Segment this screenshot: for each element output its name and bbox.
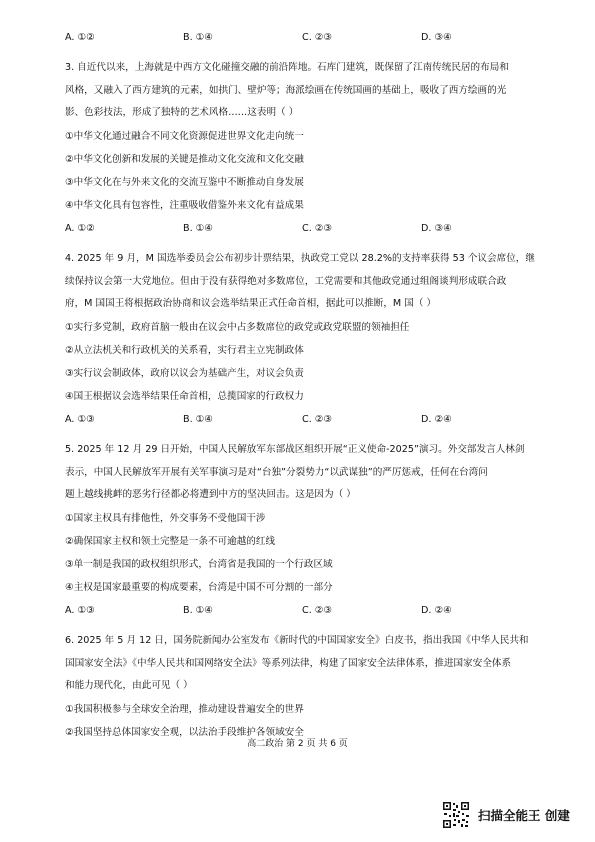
q5-item-2: ②确保国家主权和领土完整是一条不可逾越的红线 — [65, 536, 276, 547]
q4-stem-line-3: 府，M 国国王将根据政治协商和议会选举结果正式任命首相，据此可以推断，M 国（ ） — [65, 298, 437, 309]
q2-options — [65, 31, 537, 45]
q5-stem-line-1: 5. 2025 年 12 月 29 日开始，中国人民解放军东部战区组织开展“正义使命-2025”演习。外交部发言人林剑 — [65, 444, 525, 455]
q3-stem-line-1: 3. 自近代以来，上海就是中西方文化碰撞交融的前沿阵地。石库门建筑，既保留了江南传统民居的布局和 — [65, 62, 509, 73]
q4-options — [65, 413, 537, 427]
q3-option-b: B. ①④ — [183, 223, 213, 234]
q6-stem-line-1: 6. 2025 年 5 月 12 日，国务院新闻办公室发布《新时代的中国国家安全》白皮书，指出我国《中华人民共和 — [65, 635, 529, 646]
q5-option-d: D. ②④ — [421, 605, 452, 616]
q4-option-c: C. ②③ — [302, 414, 332, 425]
q4-stem-line-1: 4. 2025 年 9 月，M 国选举委员会公布初步计票结果，执政党工党以 28.2%的支持率获得 53 个议会席位，继 — [65, 253, 535, 264]
q5-item-3: ③单一制是我国的政权组织形式，台湾省是我国的一个行政区域 — [65, 559, 333, 570]
q3-item-2: ②中华文化创新和发展的关键是推动文化交流和文化交融 — [65, 154, 304, 165]
q2-option-a: A. ①② — [65, 32, 95, 43]
q3-item-1: ①中华文化通过融合不同文化资源促进世界文化走向统一 — [65, 131, 304, 142]
q5-options — [65, 604, 537, 618]
q4-item-1: ①实行多党制，政府首脑一般由在议会中占多数席位的政党或政党联盟的领袖担任 — [65, 322, 410, 333]
q5-item-4: ④主权是国家最重要的构成要素，台湾是中国不可分割的一部分 — [65, 582, 333, 593]
q3-option-a: A. ①② — [65, 223, 95, 234]
q5-item-1: ①国家主权具有排他性，外交事务不受他国干涉 — [65, 513, 266, 524]
watermark-text: 扫描全能王 创建 — [478, 808, 570, 823]
q5-stem-line-2: 表示，中国人民解放军开展有关军事演习是对“台独”分裂势力“以武谋独”的严厉惩戒，任何在台湾问 — [65, 467, 488, 478]
q3-option-d: D. ③④ — [421, 223, 452, 234]
q6-item-2: ②我国坚持总体国家安全观，以法治手段维护各领域安全 — [65, 727, 304, 738]
q3-option-c: C. ②③ — [302, 223, 332, 234]
q5-stem-line-3: 题上越线挑衅的恶劣行径都必将遭到中方的坚决回击。这是因为（ ） — [65, 489, 356, 500]
q3-stem-line-3: 影、色彩技法，形成了独特的艺术风格……这表明（ ） — [65, 107, 299, 118]
q3-item-3: ③中华文化在与外来文化的交流互鉴中不断推动自身发展 — [65, 177, 304, 188]
page-footer: 高二政治 第 2 页 共 6 页 — [247, 739, 348, 749]
q4-item-4: ④国王根据议会选举结果任命首相，总揽国家的行政权力 — [65, 391, 304, 402]
q6-item-1: ①我国积极参与全球安全治理，推动建设普遍安全的世界 — [65, 704, 304, 715]
q5-option-b: B. ①④ — [183, 605, 213, 616]
q2-option-c: C. ②③ — [302, 32, 332, 43]
q3-item-4: ④中华文化具有包容性，注重吸收借鉴外来文化有益成果 — [65, 200, 304, 211]
q6-stem-line-2: 国国家安全法》《中华人民共和国网络安全法》等系列法律，构建了国家安全法律体系，推进国家安全体系 — [65, 658, 512, 669]
q4-item-3: ③实行议会制政体，政府以议会为基础产生，对议会负责 — [65, 368, 304, 379]
q4-item-2: ②从立法机关和行政机关的关系看，实行君主立宪制政体 — [65, 345, 304, 356]
q2-option-b: B. ①④ — [183, 32, 213, 43]
scanner-watermark — [442, 801, 570, 829]
q4-option-b: B. ①④ — [183, 414, 213, 425]
q5-option-c: C. ②③ — [302, 605, 332, 616]
qr-code-icon — [442, 801, 470, 829]
q2-option-d: D. ③④ — [421, 32, 452, 43]
q5-option-a: A. ①③ — [65, 605, 95, 616]
q3-options — [65, 222, 537, 236]
q4-stem-line-2: 续保持议会第一大党地位。但由于没有获得绝对多数席位，工党需要和其他政党通过组阁谈判形成联合政 — [65, 276, 507, 287]
q4-option-d: D. ②④ — [421, 414, 452, 425]
q3-stem-line-2: 风格，又融入了西方建筑的元素，如拱门、壁炉等；海派绘画在传统国画的基础上，吸收了西方绘画的光 — [65, 85, 507, 96]
q4-option-a: A. ①③ — [65, 414, 95, 425]
q6-stem-line-3: 和能力现代化，由此可见（ ） — [65, 680, 193, 691]
